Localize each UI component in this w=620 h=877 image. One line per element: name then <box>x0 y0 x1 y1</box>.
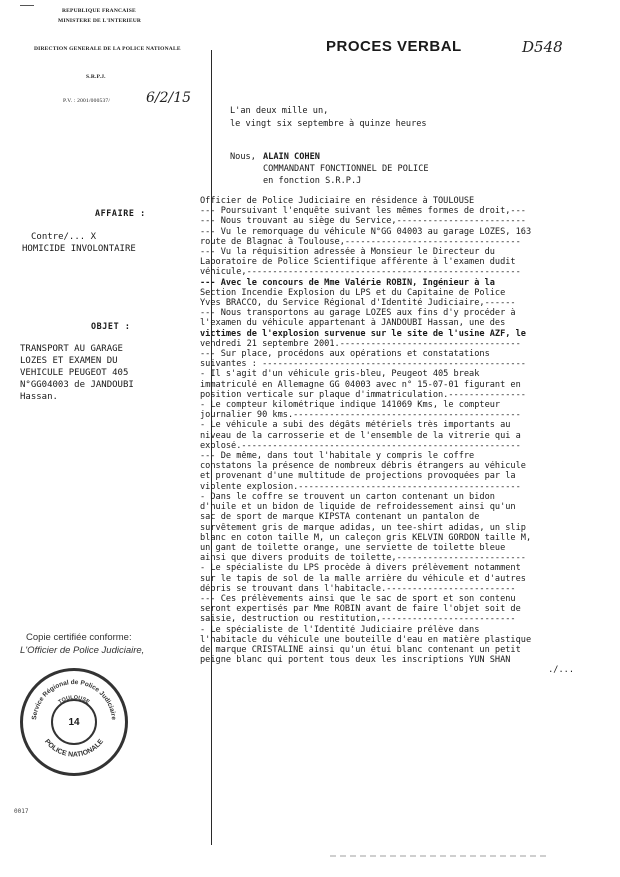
intro-line-1: L'an deux mille un, <box>230 106 329 116</box>
objet-line: Hassan. <box>20 392 58 402</box>
body-line: sur le tapis de sol de la malle arrière du véhicule et d'autres <box>200 573 526 584</box>
body-line: journalier 90 kms.-------------------------------------------- <box>200 410 521 421</box>
objet-label: OBJET : <box>91 321 131 331</box>
body-line: débris se trouvant dans l'habitacle.------------------------- <box>200 583 516 594</box>
body-line: route de Blagnac à Toulouse,---------------------------------- <box>200 236 521 247</box>
stamp-city-text: TOULOUSE <box>57 694 91 706</box>
stamp-bottom-text: POLICE NATIONALE <box>42 738 106 759</box>
objet-line: TRANSPORT AU GARAGE <box>20 344 123 354</box>
officer-prefix: Nous, <box>230 152 256 162</box>
body-line: ainsi que divers produits de toilette,------------------------- <box>200 553 526 564</box>
body-line: et provenant d'une multitude de projections provoquées par la <box>200 471 516 482</box>
body-line: survêtement gris de marque adidas, un tee-shirt adidas, un slip <box>200 522 526 533</box>
body-line: un gant de toilette orange, une serviette de toilette bleue <box>200 542 506 553</box>
header-ministere: MINISTERE DE L'INTERIEUR <box>58 18 142 24</box>
body-line: --- Nous transportons au garage LOZES aux fins d'y procéder à <box>200 308 516 319</box>
header-direction: DIRECTION GENERALE DE LA POLICE NATIONALE <box>34 46 181 52</box>
header-mark <box>20 5 34 6</box>
header-srpj: S.R.P.J. <box>86 74 106 80</box>
body-line: suivantes : --------------------------------------------------- <box>200 359 526 370</box>
objet-line: N°GG04003 de JANDOUBI <box>20 380 134 390</box>
body-line: - Le compteur kilométrique indique 141069 Kms, le compteur <box>200 400 501 411</box>
body-line: immatriculé en Allemagne GG 04003 avec n° 15-07-01 figurant en <box>200 379 521 390</box>
body-line: --- Nous trouvant au siège du Service,------------------------- <box>200 216 526 227</box>
body-line: --- Ces prélèvements ainsi que le sac de sport et son contenu <box>200 593 516 604</box>
objet-line: LOZES ET EXAMEN DU <box>20 356 118 366</box>
body-line: victimes de l'explosion survenue sur le site de l'usine AZF, le <box>200 328 526 339</box>
body-line: seront expertisés par Mme ROBIN avant de faire l'objet soit de <box>200 604 521 615</box>
body-line: position verticale sur plaque d'immatriculation.--------------- <box>200 389 526 400</box>
officer-rank: COMMANDANT FONCTIONNEL DE POLICE <box>263 164 429 174</box>
body-line: --- Poursuivant l'enquête suivant les mêmes formes de droit,--- <box>200 206 526 217</box>
body-line: --- Avec le concours de Mme Valérie ROBIN, Ingénieur à la <box>200 277 495 288</box>
body-line: - Il s'agit d'un véhicule gris-bleu, Peugeot 405 break <box>200 369 480 380</box>
affaire-label: AFFAIRE : <box>95 208 146 218</box>
body-line: niveau de la carrosserie et de l'ensemble de la vitrerie qui a <box>200 430 521 441</box>
body-line: vendredi 21 septembre 2001.----------------------------------- <box>200 338 521 349</box>
body-line: --- Vu le remorquage du véhicule N°GG 04003 au garage LOZES, 163 <box>200 226 532 237</box>
stamp-center <box>51 699 97 745</box>
officer-post: en fonction S.R.P.J <box>263 176 362 186</box>
pv-handwritten: 6/2/15 <box>146 90 192 106</box>
body-line: l'habitacle du véhicule une bouteille d'eau en matière plastique <box>200 634 532 645</box>
body-line: --- De même, dans tout l'habitale y compris le coffre <box>200 451 475 462</box>
police-stamp <box>20 668 128 776</box>
body-line: véhicule,----------------------------------------------------- <box>200 267 521 278</box>
body-line: - Le spécialiste de l'Identité Judiciaire prélève dans <box>200 624 480 635</box>
handwritten-reference: D548 <box>522 38 563 56</box>
intro-line-2: le vingt six septembre à quinze heures <box>230 119 427 129</box>
body-line: Section Incendie Explosion du LPS et du Capitaine de Police <box>200 287 506 298</box>
body-line: saisie, destruction ou restitution,-------------------------- <box>200 614 516 625</box>
certification-line-1: Copie certifiée conforme: <box>26 632 132 643</box>
affaire-type: HOMICIDE INVOLONTAIRE <box>22 244 136 254</box>
body-line: - Le véhicule a subi des dégâts métériels très importants au <box>200 420 511 431</box>
body-line: explosé.------------------------------------------------------ <box>200 440 521 451</box>
pv-number: P.V. : 2001/000537/ <box>63 98 111 104</box>
body-line: Laboratoire de Police Scientifique afférente à l'examen dudit <box>200 257 516 268</box>
body-line: blanc en coton taille M, un caleçon gris KELVIN GORDON taille M, <box>200 532 532 543</box>
certification-line-2: L'Officier de Police Judiciaire, <box>20 645 145 656</box>
bleed-through-mark <box>330 855 550 857</box>
body-text <box>200 196 614 676</box>
page-code: 0017 <box>14 808 29 815</box>
body-line: d'huile et un bidon de liquide de refroidessement ainsi qu'un <box>200 502 516 513</box>
body-line: violente explosion.------------------------------------------- <box>200 481 521 492</box>
body-line: Officier de Police Judiciaire en résidence à TOULOUSE <box>200 196 475 206</box>
stamp-top-text: Service Régional de Police Judiciaire <box>31 678 117 721</box>
officer-name: ALAIN COHEN <box>263 152 320 162</box>
body-line: peigne blanc qui portent tous deux les inscriptions YUN SHAN <box>200 655 511 666</box>
body-line: l'examen du véhicule appartenant à JANDOUBI Hassan, une des <box>200 318 506 329</box>
body-line: --- Sur place, procédons aux opérations et constatations <box>200 349 490 360</box>
body-line: - Dans le coffre se trouvent un carton contenant un bidon <box>200 491 495 502</box>
document-title: PROCES VERBAL <box>326 38 462 55</box>
body-line: - Le spécialiste du LPS procède à divers prélèvement notamment <box>200 563 521 574</box>
body-line: --- Vu la réquisition adressée à Monsieur le Directeur du <box>200 247 495 258</box>
affaire-contre: Contre/... X <box>31 232 97 242</box>
header-republique: REPUBLIQUE FRANCAISE <box>62 8 136 14</box>
body-line: de marque CRISTALINE ainsi qu'un étui blanc contenant un petit <box>200 644 521 655</box>
body-line: Yves BRACCO, du Service Régional d'Identité Judiciaire,------ <box>200 298 516 309</box>
stamp-number: 14 <box>68 716 80 728</box>
continuation-mark: ./... <box>548 665 574 676</box>
body-line: constatons la présence de nombreux débris étrangers au véhicule <box>200 461 526 472</box>
body-line: sac de sport de marque KIPSTA contenant un pantalon de <box>200 512 480 523</box>
objet-line: VEHICULE PEUGEOT 405 <box>20 368 129 378</box>
